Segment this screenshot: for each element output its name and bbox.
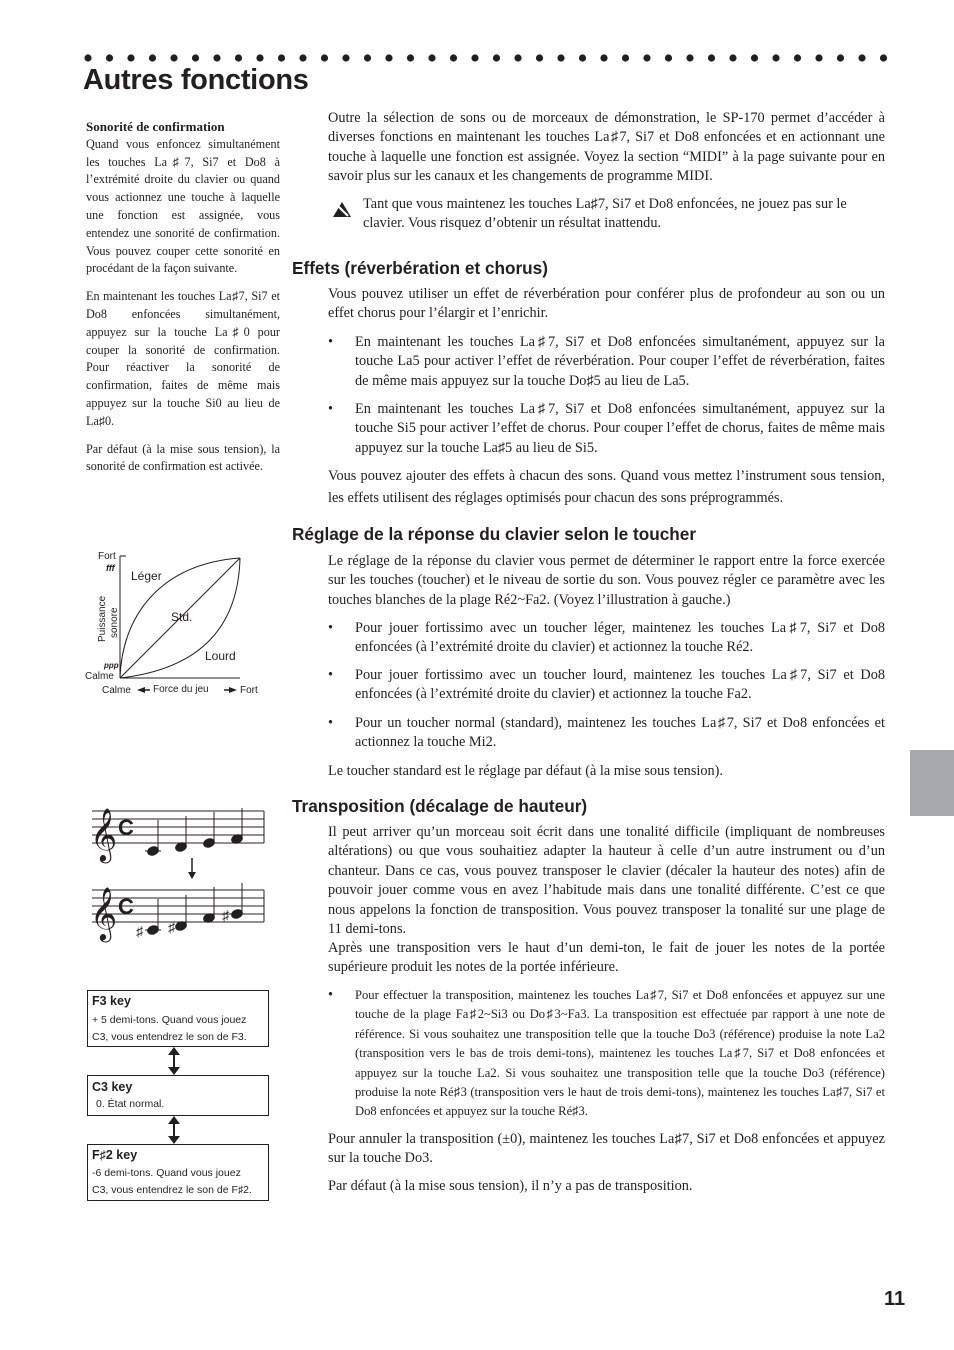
bullet-marker: • bbox=[328, 620, 334, 636]
bullet-text: En maintenant les touches La♯7, Si7 et Do8 enfoncées simultanément, appuyez sur la touche Si5 pour activer l’effet de chorus. Pour couper l’effet de chorus, faites de même mais appuyez sur la touche La♯5 au lieu de Si5. bbox=[355, 401, 885, 456]
transpose-paragraph-4: Par défaut (à la mise sous tension), il n’y a pas de transposition. bbox=[328, 1178, 693, 1194]
label-x-calme: Calme bbox=[102, 685, 131, 696]
sharp-icon: ♯ bbox=[222, 907, 229, 923]
label-std: Std. bbox=[171, 610, 193, 624]
header-dot bbox=[213, 54, 220, 61]
key-f3-line-2: C3, vous entendrez le son de F3. bbox=[92, 1031, 247, 1043]
label-fff: fff bbox=[106, 563, 115, 573]
sidebar-paragraph-3: Par défaut (à la mise sous tension), la sonorité de confirmation est activée. bbox=[86, 441, 280, 474]
transpose-paragraph-1: Il peut arriver qu’un morceau soit écrit dans une tonalité difficile (impliquant de nombreuses altérations) ou que vous souhaitiez adapter la hauteur à celle d’un autre instrument ou d’un chanteur. Dans ce cas, vous pouvez transposer le clavier (décaler la hauteur des notes) afin de pouvoir jouer comme vous en avez l’habitude mais dans une tonalité différente. C’est ce que nous appelons la fonction de transposition. Vous pouvez transposer la tonalité sur une plage de 11 demi-tons. bbox=[328, 824, 885, 938]
warning-text: Tant que vous maintenez les touches La♯7, Si7 et Do8 enfoncées, ne jouez pas sur le clavier. Vous risquez d’obtenir un résultat inattendu. bbox=[363, 196, 847, 232]
bullet-text: Pour jouer fortissimo avec un toucher léger, maintenez les touches La♯7, Si7 et Do8 enfoncées (à l’extrémité droite du clavier) et actionnez la touche Ré2. bbox=[355, 620, 885, 656]
header-dot bbox=[450, 54, 457, 61]
bullet-text: En maintenant les touches La♯7, Si7 et Do8 enfoncées simultanément, appuyez sur la touche La5 pour activer l’effet de réverbération. Pour couper l’effet de réverbération, faites de même mais appuyez sur la touche Do♯5 au lieu de La5. bbox=[355, 334, 885, 389]
header-dot bbox=[600, 54, 607, 61]
key-c3-title: C3 key bbox=[92, 1080, 133, 1094]
label-x-fort: Fort bbox=[240, 685, 258, 696]
key-box-c3 bbox=[87, 1075, 269, 1116]
heading-transpose: Transposition (décalage de hauteur) bbox=[292, 796, 588, 816]
page-number: 11 bbox=[884, 1288, 906, 1310]
header-dot bbox=[643, 54, 650, 61]
header-dot bbox=[751, 54, 758, 61]
bullet-marker: • bbox=[328, 987, 334, 1003]
label-lourd: Lourd bbox=[205, 649, 236, 663]
heading-touch: Réglage de la réponse du clavier selon le toucher bbox=[292, 524, 697, 544]
double-arrow-icon bbox=[167, 1046, 181, 1076]
header-dot bbox=[256, 54, 263, 61]
bullet-text: Pour jouer fortissimo avec un toucher lourd, maintenez les touches La♯7, Si7 et Do8 enfoncées (à l’extrémité droite du clavier) et actionnez la touche Fa2. bbox=[355, 667, 885, 703]
header-dot bbox=[514, 54, 521, 61]
header-dot bbox=[729, 54, 736, 61]
header-dot bbox=[149, 54, 156, 61]
section-tab bbox=[910, 750, 954, 816]
key-fsharp2-title: F♯2 key bbox=[92, 1148, 138, 1162]
bullet-text: Pour effectuer la transposition, maintenez les touches La♯7, Si7 et Do8 enfoncées et appuyez sur une touche de la plage Fa♯2~Si3 ou Do♯3~Fa3. La transposition est effectuée par rapport à une note de référence. Si vous souhaitez une transposition telle que la touche Do3 (référence) produise la note La2 (transposition vers le bas de trois demi-tons), maintenez les touches La♯7, Si7 et Do8 enfoncées et appuyez sur la touche La2. Si vous souhaitez une transposition telle que la touche Do3 (référence) produise la note Ré♯3 (transposition vers le haut de trois demi-tons), maintenez les touches La♯7, Si7 et Do8 enfoncées et appuyez sur la touche Ré♯3. bbox=[355, 988, 885, 1119]
sharp-icon: ♯ bbox=[136, 923, 143, 939]
header-dot bbox=[235, 54, 242, 61]
label-x-force: Force du jeu bbox=[153, 684, 209, 695]
bullet-marker: • bbox=[328, 715, 334, 731]
sidebar-paragraph-1: Quand vous enfoncez simultanément les touches La♯7, Si7 et Do8 à l’extrémité droite du clavier ou quand vous actionnez une touche à laquelle une fonction est assignée, vous entendez une sonorité de confirmation. Vous pouvez couper cette sonorité en procédant de la façon suivante. bbox=[86, 136, 280, 276]
common-time-icon: C bbox=[118, 815, 134, 840]
transpose-paragraph-3: Pour annuler la transposition (±0), maintenez les touches La♯7, Si7 et Do8 enfoncées et appuyez sur la touche Do3. bbox=[328, 1131, 885, 1167]
key-fsharp2-line-2: C3, vous entendrez le son de F♯2. bbox=[92, 1184, 252, 1196]
sidebar-confirmation bbox=[86, 118, 280, 476]
key-box-f3 bbox=[87, 990, 269, 1047]
key-f3-title: F3 key bbox=[92, 994, 131, 1008]
header-dot bbox=[708, 54, 715, 61]
common-time-icon: C bbox=[118, 894, 134, 919]
intro-paragraph: Outre la sélection de sons ou de morceaux de démonstration, le SP-170 permet d’accéder à diverses fonctions en maintenant les touches La♯7, Si7 et Do8 enfoncées et en actionnant une touche à laquelle une fonction est assignée. Voyez la section “MIDI” à la page suivante pour en savoir plus sur les canaux et les changements de programme MIDI. bbox=[328, 110, 885, 185]
label-leger: Léger bbox=[131, 569, 162, 583]
touch-outro: Le toucher standard est le réglage par défaut (à la mise sous tension). bbox=[328, 763, 724, 779]
header-dot bbox=[170, 54, 177, 61]
arrow-right-icon bbox=[229, 687, 237, 693]
header-dot bbox=[127, 54, 134, 61]
sidebar-paragraph-2: En maintenant les touches La♯7, Si7 et Do8 enfoncées simultanément, appuyez sur la touche La♯0 pour couper la sonorité de confirmation. Pour réactiver la sonorité de confirmation, faites de même mais appuyez sur la touche Si0 au lieu de La♯0. bbox=[86, 289, 280, 428]
key-fsharp2-line-1: -6 demi-tons. Quand vous jouez bbox=[92, 1167, 241, 1179]
key-f3-line-1: + 5 demi-tons. Quand vous jouez bbox=[92, 1014, 247, 1026]
treble-clef-icon: 𝄞 bbox=[90, 887, 118, 939]
label-sonore: sonore bbox=[109, 607, 120, 638]
header-dot bbox=[686, 54, 693, 61]
sharp-icon: ♯ bbox=[168, 919, 175, 935]
header-dot bbox=[342, 54, 349, 61]
header-dot bbox=[536, 54, 543, 61]
key-c3-line-1: 0. État normal. bbox=[96, 1098, 165, 1110]
header-dot bbox=[837, 54, 844, 61]
header-dot bbox=[385, 54, 392, 61]
header-dot bbox=[106, 54, 113, 61]
treble-clef-icon: 𝄞 bbox=[90, 808, 118, 860]
effects-intro: Vous pouvez utiliser un effet de réverbération pour conférer plus de profondeur au son ou un effet chorus pour l’élargir et l’enrichir. bbox=[328, 286, 885, 322]
header-dot bbox=[880, 54, 887, 61]
header-dot bbox=[364, 54, 371, 61]
header-dot bbox=[84, 54, 91, 61]
page-title: Autres fonctions bbox=[83, 64, 309, 96]
heading-effects: Effets (réverbération et chorus) bbox=[292, 258, 548, 278]
touch-curve-diagram bbox=[80, 546, 280, 700]
arrow-left-icon bbox=[137, 687, 145, 693]
bullet-marker: • bbox=[328, 334, 334, 350]
label-ppp: ppp bbox=[104, 661, 119, 670]
header-dot bbox=[858, 54, 865, 61]
sidebar-title: Sonorité de confirmation bbox=[86, 119, 225, 134]
bullet-marker: • bbox=[328, 667, 334, 683]
header-dot bbox=[321, 54, 328, 61]
transposition-staves bbox=[88, 798, 268, 943]
header-dot bbox=[794, 54, 801, 61]
header-dot bbox=[407, 54, 414, 61]
warning-icon bbox=[330, 199, 354, 219]
effects-outro: Vous pouvez ajouter des effets à chacun des sons. Quand vous mettez l’instrument sous tension, les effets utilisent des réglages optimisés pour chacun des sons préprogrammés. bbox=[328, 468, 885, 506]
header-dot bbox=[493, 54, 500, 61]
header-dot bbox=[622, 54, 629, 61]
header-dot bbox=[278, 54, 285, 61]
key-box-fsharp2 bbox=[87, 1144, 269, 1201]
header-dot bbox=[579, 54, 586, 61]
header-dot bbox=[815, 54, 822, 61]
header-dot bbox=[772, 54, 779, 61]
header-dot bbox=[665, 54, 672, 61]
label-calme-left: Calme bbox=[85, 671, 114, 682]
transpose-paragraph-2: Après une transposition vers le haut d’un demi-ton, le fait de jouer les notes de la portée supérieure produit les notes de la portée inférieure. bbox=[328, 940, 885, 976]
header-dot bbox=[299, 54, 306, 61]
header-dot bbox=[471, 54, 478, 61]
label-puissance: Puissance bbox=[97, 595, 108, 642]
header-dot bbox=[192, 54, 199, 61]
header-dot bbox=[428, 54, 435, 61]
arrow-down-icon bbox=[188, 872, 196, 879]
double-arrow-icon bbox=[167, 1115, 181, 1145]
touch-intro: Le réglage de la réponse du clavier vous permet de déterminer le rapport entre la force exercée sur les touches (toucher) et le niveau de sortie du son. Vous pouvez régler ce paramètre avec les touches blanches de la plage Ré2~Fa2. (Voyez l’illustration à gauche.) bbox=[328, 553, 885, 608]
label-fort-top: Fort bbox=[98, 551, 116, 562]
header-dot-row bbox=[84, 51, 888, 65]
header-dot bbox=[557, 54, 564, 61]
bullet-marker: • bbox=[328, 401, 334, 417]
bullet-text: Pour un toucher normal (standard), maintenez les touches La♯7, Si7 et Do8 enfoncées et actionnez la touche Mi2. bbox=[355, 715, 885, 751]
